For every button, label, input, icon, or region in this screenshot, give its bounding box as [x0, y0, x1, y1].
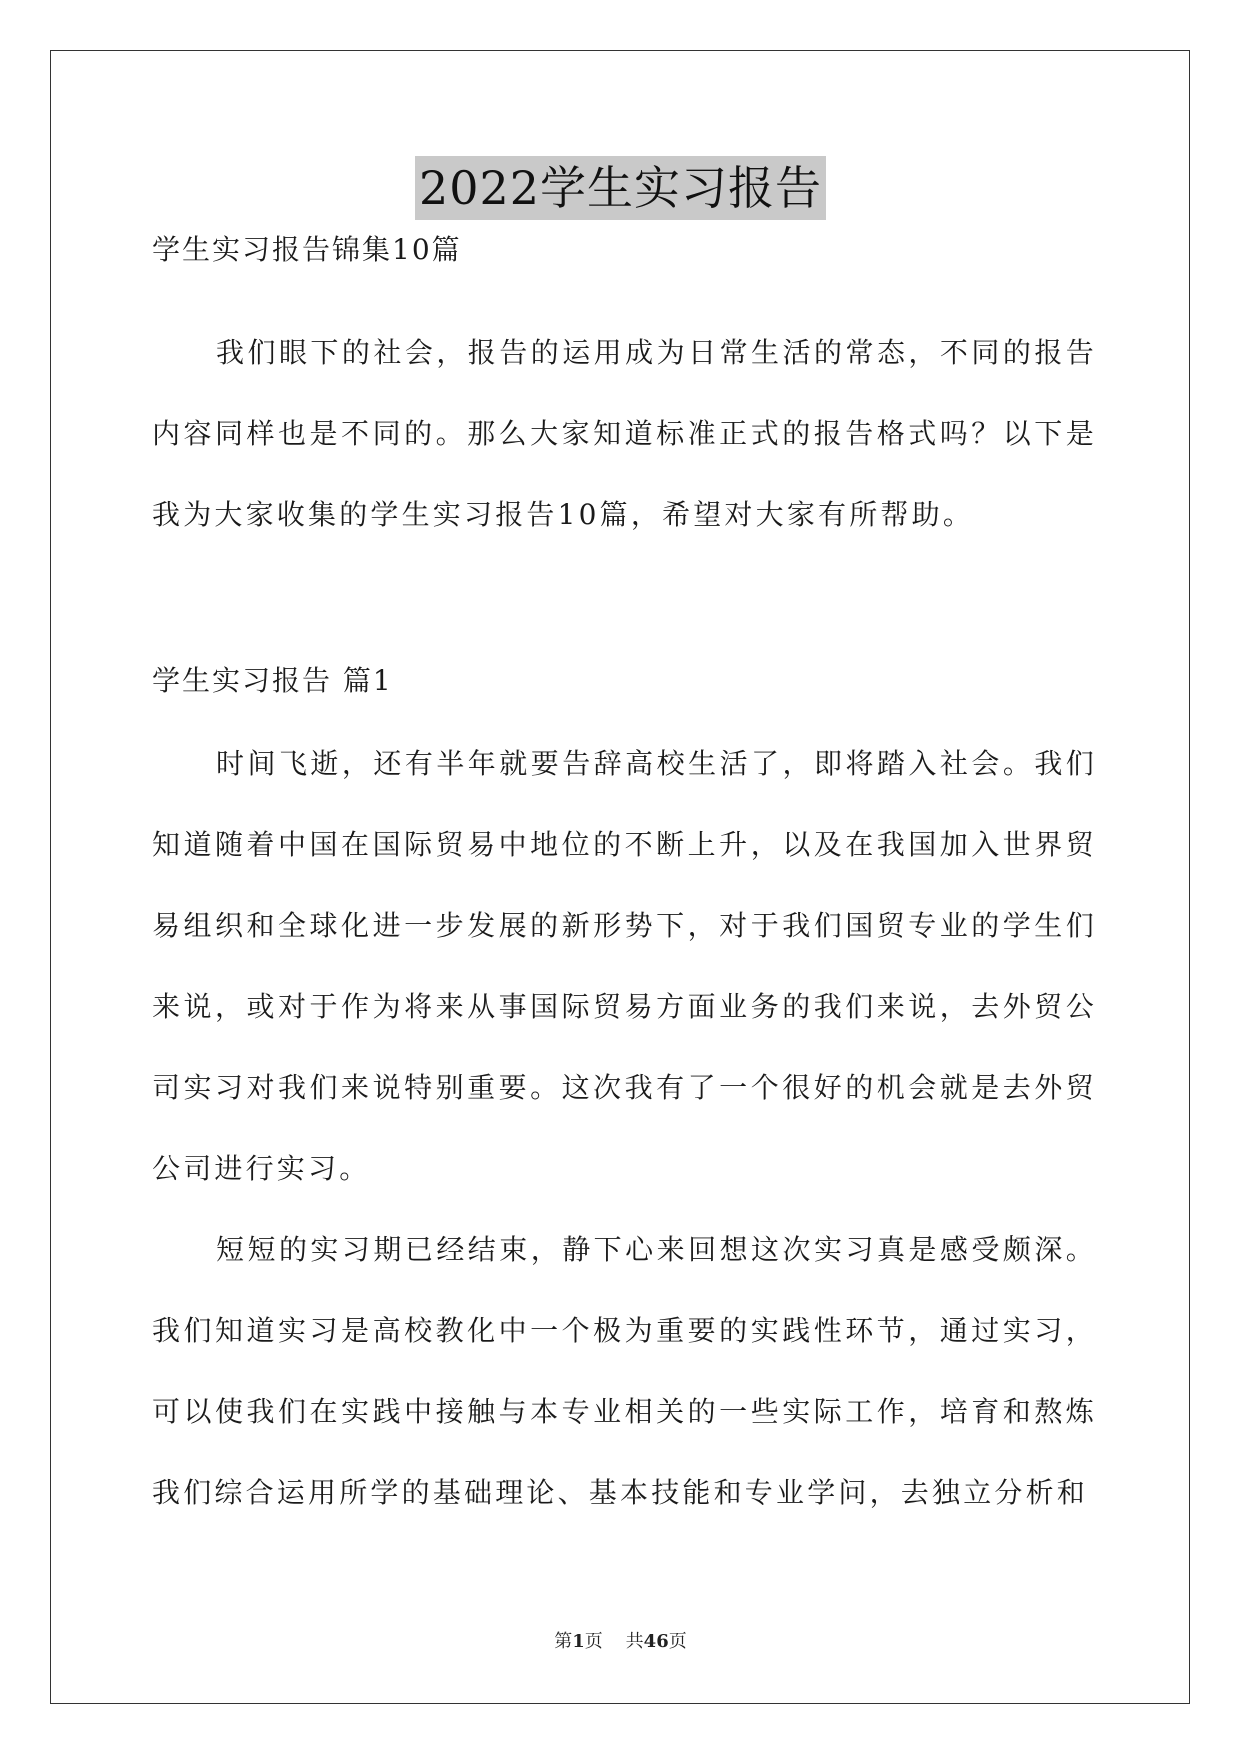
- intro-paragraph: 我们眼下的社会，报告的运用成为日常生活的常态，不同的报告内容同样也是不同的。那么大家知道标准正式的报告格式吗？以下是我为大家收集的学生实习报告10篇，希望对大家有所帮助。: [152, 336, 1097, 531]
- current-page-number: 1: [572, 1631, 585, 1652]
- page-suffix: 页: [584, 1631, 603, 1652]
- page-prefix: 第: [554, 1631, 573, 1652]
- total-page-number: 46: [643, 1631, 669, 1652]
- section-heading: 学生实习报告 篇1: [152, 664, 393, 697]
- collection-heading: 学生实习报告锦集10篇: [152, 233, 462, 266]
- total-suffix: 页: [668, 1631, 687, 1652]
- total-prefix: 共: [625, 1631, 644, 1652]
- title-container: [0, 156, 1241, 220]
- page-footer: [0, 1627, 1241, 1653]
- document-title: 2022学生实习报告: [415, 156, 826, 220]
- document-body: [152, 230, 1097, 1533]
- section-paragraph-2: 短短的实习期已经结束，静下心来回想这次实习真是感受颇深。我们知道实习是高校教化中一个极为重要的实践性环节，通过实习，可以使我们在实践中接触与本专业相关的一些实际工作，培育和熬炼我们综合运用所学的基础理论、基本技能和专业学问，去独立分析和: [152, 1233, 1097, 1509]
- section-paragraph-1: 时间飞逝，还有半年就要告辞高校生活了，即将踏入社会。我们知道随着中国在国际贸易中地位的不断上升，以及在我国加入世界贸易组织和全球化进一步发展的新形势下，对于我们国贸专业的学生们来说，或对于作为将来从事国际贸易方面业务的我们来说，去外贸公司实习对我们来说特别重要。这次我有了一个很好的机会就是去外贸公司进行实习。: [152, 747, 1097, 1185]
